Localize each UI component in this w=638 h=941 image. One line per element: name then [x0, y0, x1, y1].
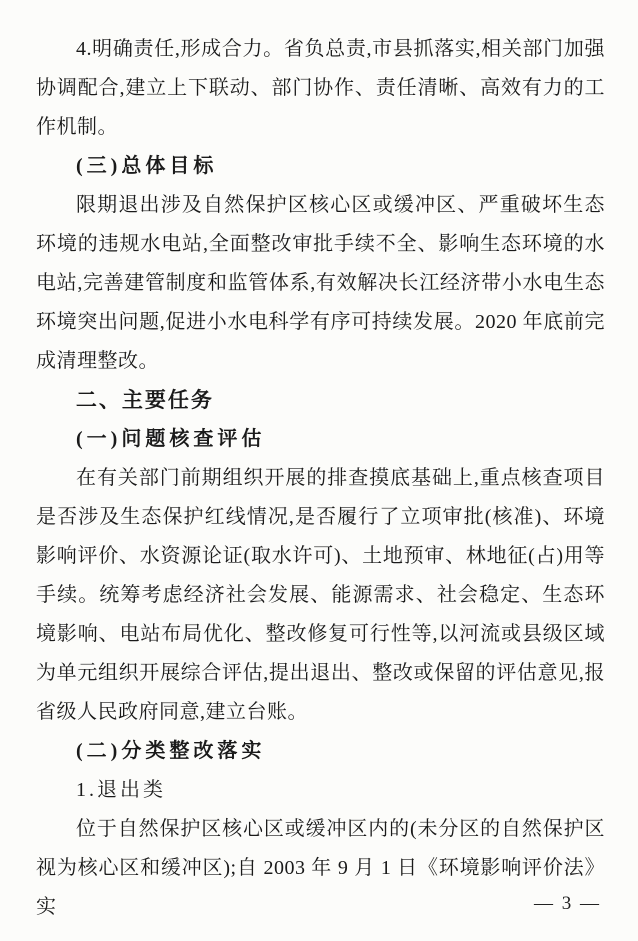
document-body: [36, 30, 605, 927]
heading-main-tasks: 二、主要任务: [75, 389, 214, 412]
subheading-exit-category: 1.退出类: [76, 779, 166, 801]
page-number: — 3 —: [534, 893, 601, 914]
paragraph-problem-verification-assessment: 在有关部门前期组织开展的排查摸底基础上,重点核查项目是否涉及生态保护红线情况,是否履行了立项审批(核准)、环境影响评价、水资源论证(取水许可)、土地预审、林地征(占)用等手续。统筹考虑经济社会发展、能源需求、社会稳定、生态环境影响、电站布局优化、整改修复可行性等,以河流或县级区域为单元组织开展综合评估,提出退出、整改或保留的评估意见,报省级人民政府同意,建立台账。: [36, 467, 605, 723]
heading-problem-verification-assessment: (一)问题核查评估: [76, 428, 266, 450]
paragraph-exit-category-criteria: 位于自然保护区核心区或缓冲区内的(未分区的自然保护区视为核心区和缓冲区);自 2003 年 9 月 1 日《环境影响评价法》实: [36, 818, 605, 918]
heading-classified-rectification: (二)分类整改落实: [76, 740, 266, 762]
paragraph-overall-goals: 限期退出涉及自然保护区核心区或缓冲区、严重破坏生态环境的违规水电站,全面整改审批手续不全、影响生态环境的水电站,完善建管制度和监管体系,有效解决长江经济带小水电生态环境突出问题,促进小水电科学有序可持续发展。2020 年底前完成清理整改。: [36, 194, 605, 372]
heading-overall-goals: (三)总体目标: [76, 155, 218, 177]
paragraph-clear-responsibility: 4.明确责任,形成合力。省负总责,市县抓落实,相关部门加强协调配合,建立上下联动、部门协作、责任清晰、高效有力的工作机制。: [36, 38, 605, 138]
